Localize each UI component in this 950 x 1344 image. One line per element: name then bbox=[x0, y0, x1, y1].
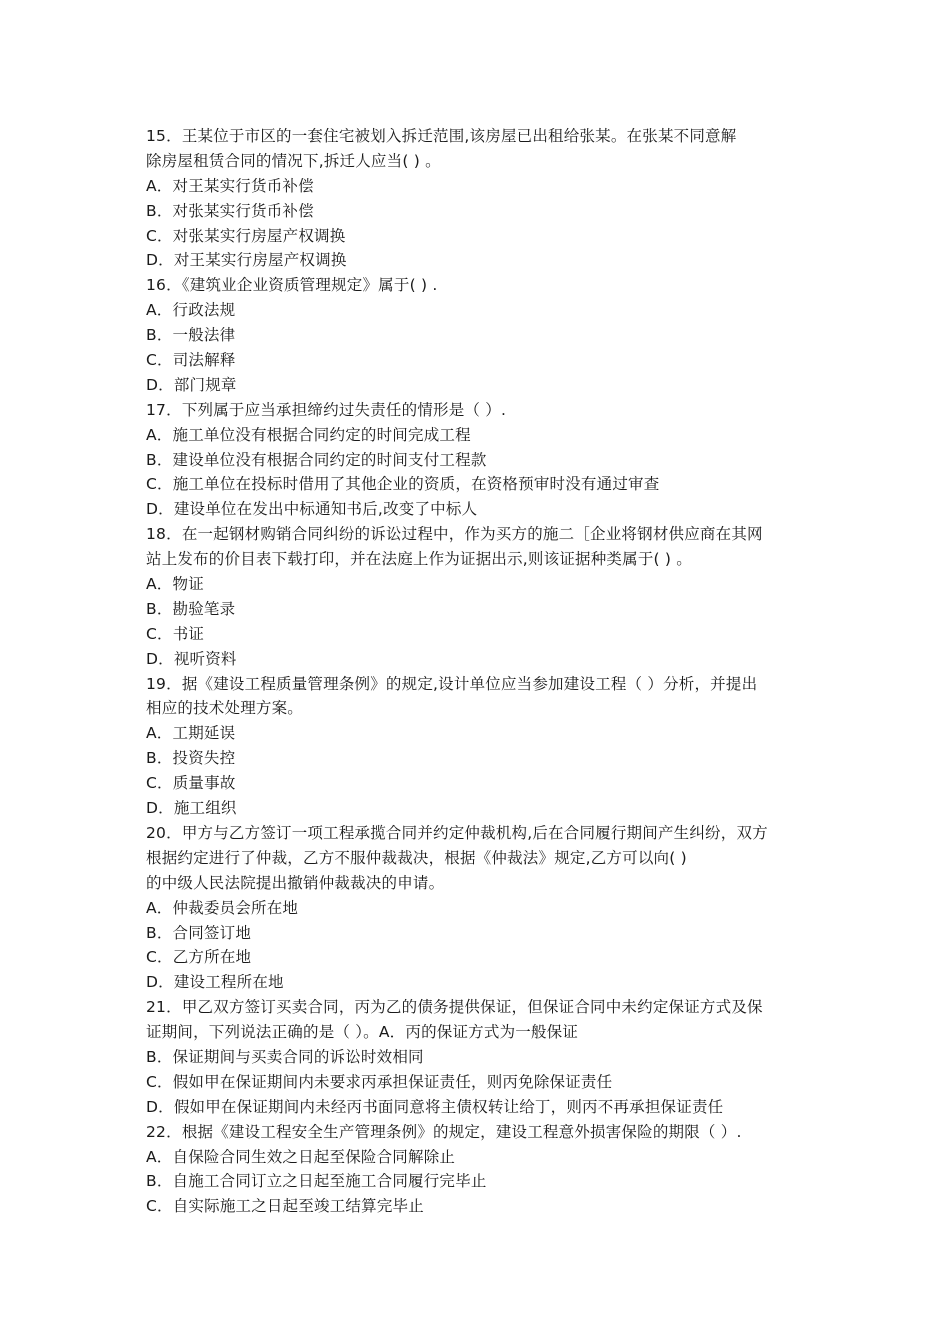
question-22-option-a: A．自保险合同生效之日起至保险合同解除止 bbox=[146, 1147, 456, 1166]
question-15-option-c: C．对张某实行房屋产权调换 bbox=[146, 226, 346, 245]
question-20-option-d: D．建设工程所在地 bbox=[146, 973, 284, 992]
question-18-option-c: C．书证 bbox=[146, 624, 205, 643]
question-22-stem: 22．根据《建设工程安全生产管理条例》的规定，建设工程意外损害保险的期限（ ）. bbox=[146, 1122, 742, 1141]
question-15-stem: 15．王某位于市区的一套住宅被划入拆迁范围,该房屋已出租给张某。在张某不同意解 bbox=[146, 127, 737, 145]
question-16-stem: 16．《建筑业企业资质管理规定》属于( ) . bbox=[146, 276, 438, 295]
question-22-option-c: C．自实际施工之日起至竣工结算完毕止 bbox=[146, 1197, 424, 1216]
question-15-option-b: B．对张某实行货币补偿 bbox=[146, 201, 314, 220]
question-15-option-d: D．对王某实行房屋产权调换 bbox=[146, 251, 347, 270]
question-17-option-b: B．建设单位没有根据合同约定的时间支付工程款 bbox=[146, 450, 487, 469]
question-15-stem-cont: 除房屋租赁合同的情况下,拆迁人应当( ) 。 bbox=[146, 151, 441, 170]
question-17-option-a: A．施工单位没有根据合同约定的时间完成工程 bbox=[146, 425, 471, 444]
question-19-option-b: B．投资失控 bbox=[146, 749, 236, 768]
question-18-option-b: B．勘验笔录 bbox=[146, 599, 236, 618]
document-body bbox=[146, 124, 814, 1219]
question-18-option-d: D．视听资料 bbox=[146, 649, 237, 668]
question-17-option-d: D．建设单位在发出中标通知书后,改变了中标人 bbox=[146, 500, 478, 519]
question-20-option-b: B．合同签订地 bbox=[146, 923, 252, 942]
question-19-option-d: D．施工组织 bbox=[146, 799, 237, 818]
question-15-option-a: A．对王某实行货币补偿 bbox=[146, 176, 314, 195]
question-18-option-a: A．物证 bbox=[146, 575, 204, 594]
question-16-option-d: D．部门规章 bbox=[146, 375, 237, 394]
question-20-stem-cont-2: 的中级人民法院提出撤销仲裁裁决的申请。 bbox=[146, 873, 445, 892]
question-19-stem-cont: 相应的技术处理方案。 bbox=[146, 699, 304, 718]
question-17-stem: 17．下列属于应当承担缔约过失责任的情形是（ ）. bbox=[146, 400, 507, 419]
question-19-option-c: C．质量事故 bbox=[146, 774, 236, 793]
question-21-option-b: B．保证期间与买卖合同的诉讼时效相同 bbox=[146, 1047, 424, 1066]
question-21-option-c: C．假如甲在保证期间内未要求丙承担保证责任，则丙免除保证责任 bbox=[146, 1072, 613, 1091]
question-16-option-c: C．司法解释 bbox=[146, 351, 236, 370]
question-16-option-a: A．行政法规 bbox=[146, 301, 236, 320]
question-20-option-a: A．仲裁委员会所在地 bbox=[146, 898, 299, 917]
question-18-stem: 18．在一起钢材购销合同纠纷的诉讼过程中，作为买方的施二［企业将钢材供应商在其网 bbox=[146, 525, 763, 544]
question-19-stem: 19．据《建设工程质量管理条例》的规定,设计单位应当参加建设工程（ ）分析，并提出 bbox=[146, 674, 758, 693]
question-20-stem: 20．甲方与乙方签订一项工程承揽合同并约定仲裁机构,后在合同履行期间产生纠纷，双方 bbox=[146, 823, 768, 842]
question-21-option-d: D．假如甲在保证期间内未经丙书面同意将主债权转让给丁，则丙不再承担保证责任 bbox=[146, 1097, 724, 1116]
question-17-option-c: C．施工单位在投标时借用了其他企业的资质，在资格预审时没有通过审查 bbox=[146, 475, 660, 494]
question-16-option-b: B．一般法律 bbox=[146, 326, 236, 345]
question-21-stem: 21．甲乙双方签订买卖合同，丙为乙的债务提供保证，但保证合同中未约定保证方式及保 bbox=[146, 998, 763, 1017]
question-20-stem-cont: 根据约定进行了仲裁，乙方不服仲裁裁决，根据《仲裁法》规定,乙方可以向( ) bbox=[146, 848, 687, 867]
question-18-stem-cont: 站上发布的价目表下载打印，并在法庭上作为证据出示,则该证据种类属于( ) 。 bbox=[146, 550, 692, 569]
question-21-stem-cont: 证期间，下列说法正确的是（ ）。A．丙的保证方式为一般保证 bbox=[146, 1023, 579, 1042]
question-20-option-c: C．乙方所在地 bbox=[146, 948, 252, 967]
question-22-option-b: B．自施工合同订立之日起至施工合同履行完毕止 bbox=[146, 1172, 487, 1191]
question-19-option-a: A．工期延误 bbox=[146, 724, 236, 743]
